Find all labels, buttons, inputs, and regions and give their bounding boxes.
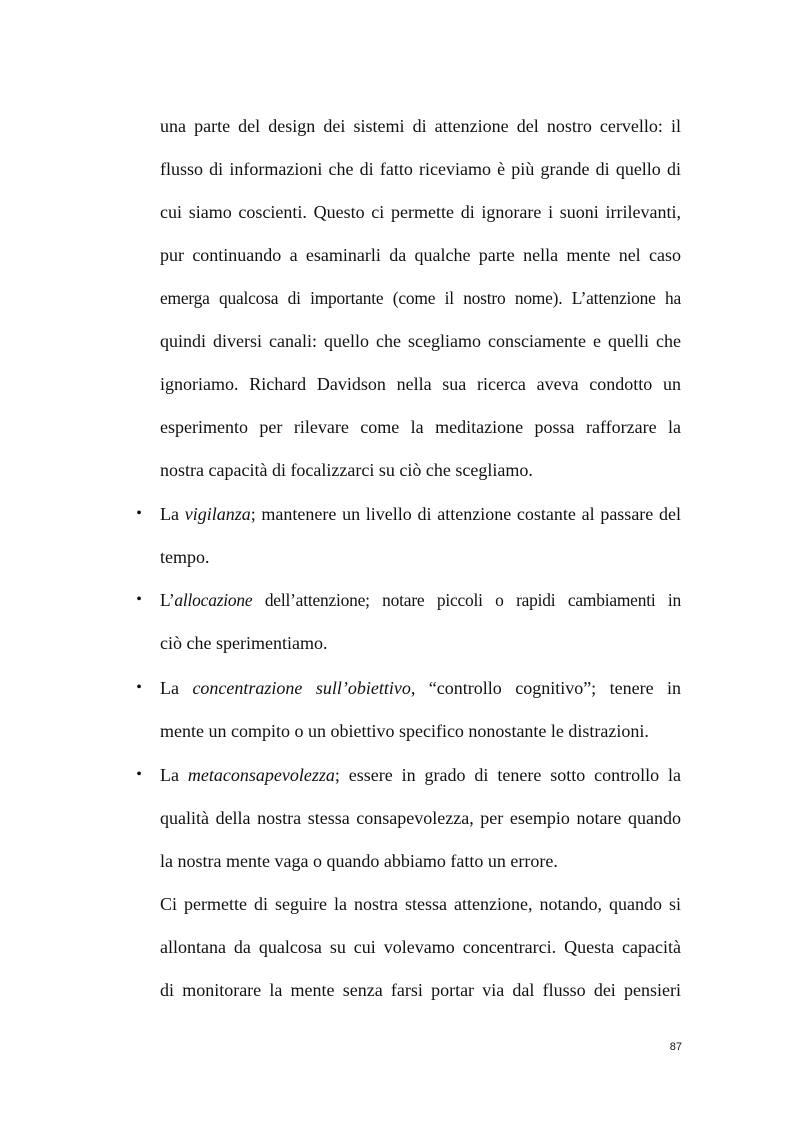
paragraph-line: emerga qualcosa di importante (come il nostro nome). L’attenzione ha (160, 288, 681, 308)
bullet-term: concentrazione sull’obiettivo (192, 678, 411, 698)
bullet-item-metaconsapevolezza (160, 763, 681, 787)
paragraph-line: nostra capacità di focalizzarci su ciò che scegliamo. (160, 460, 533, 480)
bullet-prefix: L’ (160, 590, 175, 610)
bullet-continuation-line: la nostra mente vaga o quando abbiamo fatto un errore. (160, 851, 558, 871)
paragraph-line: pur continuando a esaminarli da qualche parte nella mente nel caso (160, 245, 681, 265)
paragraph-line: allontana da qualcosa su cui volevamo concentrarci. Questa capacità (160, 937, 681, 957)
bullet-text: , “controllo cognitivo”; tenere in (410, 678, 682, 698)
bullet-prefix: La (160, 765, 188, 785)
bullet-icon: • (136, 505, 142, 522)
paragraph-line: Ci permette di seguire la nostra stessa attenzione, notando, quando si (160, 894, 681, 914)
bullet-text: dell’attenzione; notare piccoli o rapidi cambiamenti in (252, 590, 681, 610)
bullet-continuation-line: mente un compito o un obiettivo specifico nonostante le distrazioni. (160, 721, 649, 741)
paragraph-line: quindi diversi canali: quello che scegliamo consciamente e quelli che (160, 331, 681, 351)
paragraph-line: flusso di informazioni che di fatto riceviamo è più grande di quello di (160, 159, 681, 179)
bullet-item-concentrazione (160, 676, 681, 700)
bullet-prefix: La (160, 504, 185, 524)
bullet-continuation-line: qualità della nostra stessa consapevolezza, per esempio notare quando (160, 808, 681, 828)
bullet-continuation-line: tempo. (160, 547, 210, 567)
bullet-item-vigilanza (160, 502, 681, 526)
bullet-item-allocazione (160, 588, 681, 612)
bullet-term: allocazione (174, 590, 253, 610)
bullet-text: ; essere in grado di tenere sotto controllo la (334, 765, 681, 785)
bullet-continuation-line: ciò che sperimentiamo. (160, 633, 328, 653)
bullet-icon: • (136, 591, 142, 608)
paragraph-line: ignoriamo. Richard Davidson nella sua ricerca aveva condotto un (160, 374, 681, 394)
paragraph-line: di monitorare la mente senza farsi portar via dal flusso dei pensieri (160, 980, 681, 1000)
paragraph-line: una parte del design dei sistemi di attenzione del nostro cervello: il (160, 116, 681, 136)
paragraph-line: cui siamo coscienti. Questo ci permette di ignorare i suoni irrilevanti, (160, 202, 681, 222)
bullet-icon: • (136, 679, 142, 696)
bullet-prefix: La (160, 678, 193, 698)
bullet-term: vigilanza (184, 504, 251, 524)
page-number: 87 (669, 1041, 682, 1053)
bullet-text: ; mantenere un livello di attenzione costante al passare del (250, 504, 681, 524)
paragraph-line: esperimento per rilevare come la meditazione possa rafforzare la (160, 417, 681, 437)
bullet-term: metaconsapevolezza (187, 765, 335, 785)
bullet-icon: • (136, 766, 142, 783)
